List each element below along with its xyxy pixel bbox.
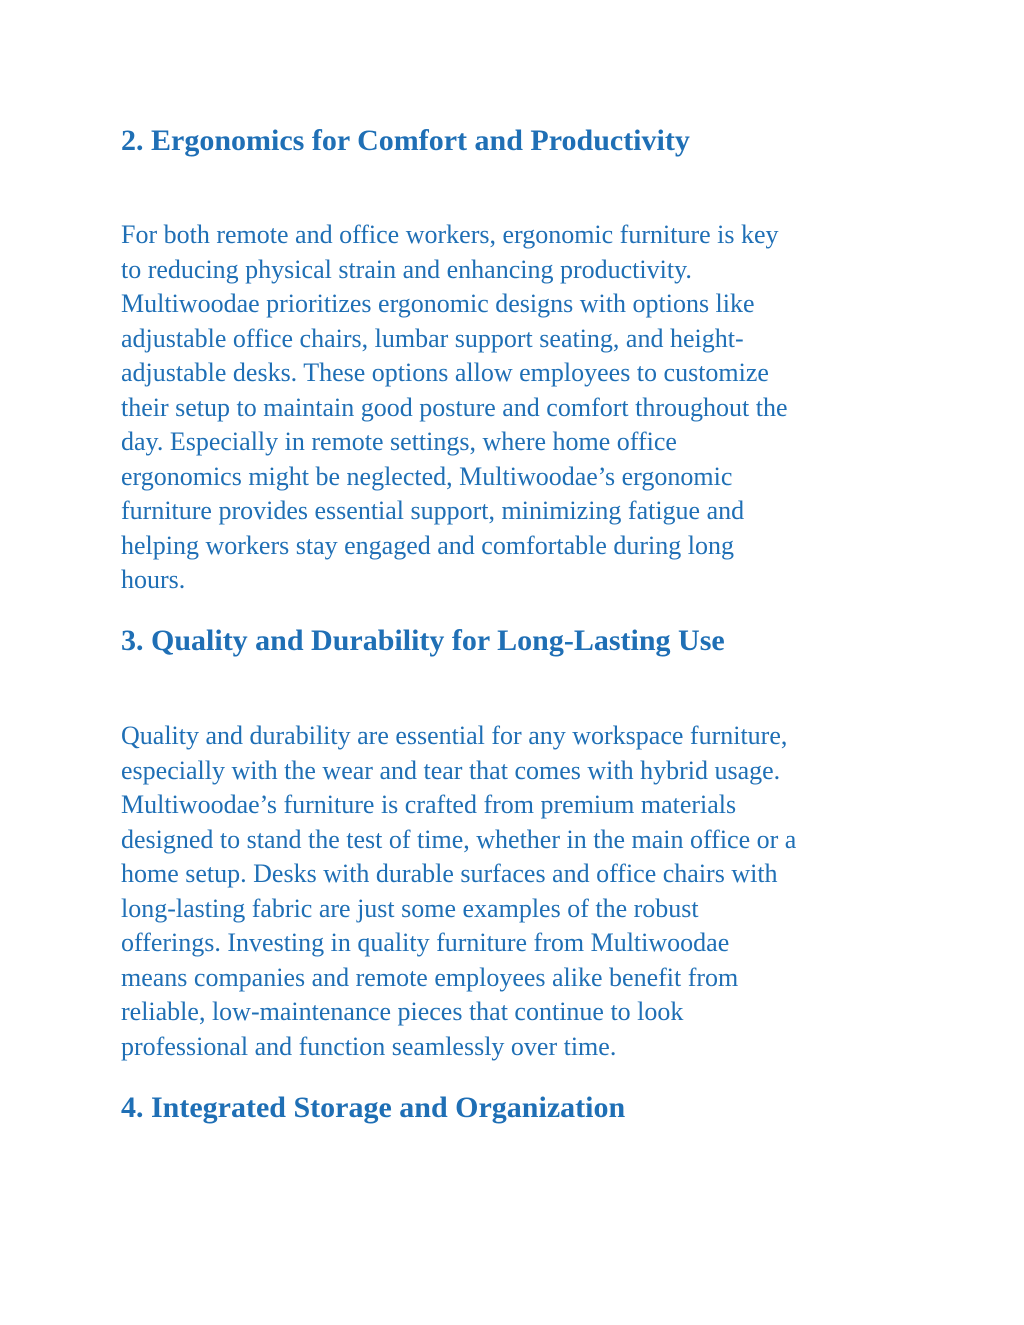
paragraph-line: offerings. Investing in quality furniture from Multiwoodae xyxy=(121,928,730,957)
section-heading-quality: 3. Quality and Durability for Long-Lasting Use xyxy=(121,624,725,657)
paragraph-line: For both remote and office workers, ergonomic furniture is key xyxy=(121,220,779,249)
paragraph-quality xyxy=(121,719,921,1064)
paragraph-line: Multiwoodae prioritizes ergonomic designs with options like xyxy=(121,289,755,318)
paragraph-line: especially with the wear and tear that comes with hybrid usage. xyxy=(121,755,781,785)
paragraph-line: ergonomics might be neglected, Multiwoodae’s ergonomic xyxy=(121,461,733,491)
paragraph-line: home setup. Desks with durable surfaces and office chairs with xyxy=(121,859,778,888)
paragraph-line: adjustable desks. These options allow employees to customize xyxy=(121,358,769,387)
section-heading-ergonomics: 2. Ergonomics for Comfort and Productivity xyxy=(121,124,690,157)
section-heading-storage: 4. Integrated Storage and Organization xyxy=(121,1091,626,1124)
paragraph-line: their setup to maintain good posture and comfort throughout the xyxy=(121,392,788,422)
paragraph-line: day. Especially in remote settings, where home office xyxy=(121,427,677,456)
paragraph-ergonomics xyxy=(121,218,921,598)
paragraph-line: designed to stand the test of time, whether in the main office or a xyxy=(121,824,797,854)
paragraph-line: reliable, low-maintenance pieces that continue to look xyxy=(121,997,684,1026)
paragraph-line: Multiwoodae’s furniture is crafted from premium materials xyxy=(121,790,737,819)
paragraph-line: hours. xyxy=(121,565,186,594)
paragraph-line: Quality and durability are essential for any workspace furniture, xyxy=(121,721,788,750)
paragraph-line: adjustable office chairs, lumbar support seating, and height- xyxy=(121,323,744,353)
paragraph-line: to reducing physical strain and enhancing productivity. xyxy=(121,254,692,284)
paragraph-line: furniture provides essential support, minimizing fatigue and xyxy=(121,496,745,525)
paragraph-line: helping workers stay engaged and comfortable during long xyxy=(121,530,734,560)
paragraph-line: means companies and remote employees alike benefit from xyxy=(121,962,739,992)
paragraph-line: professional and function seamlessly over time. xyxy=(121,1031,617,1061)
paragraph-line: long-lasting fabric are just some examples of the robust xyxy=(121,893,699,923)
